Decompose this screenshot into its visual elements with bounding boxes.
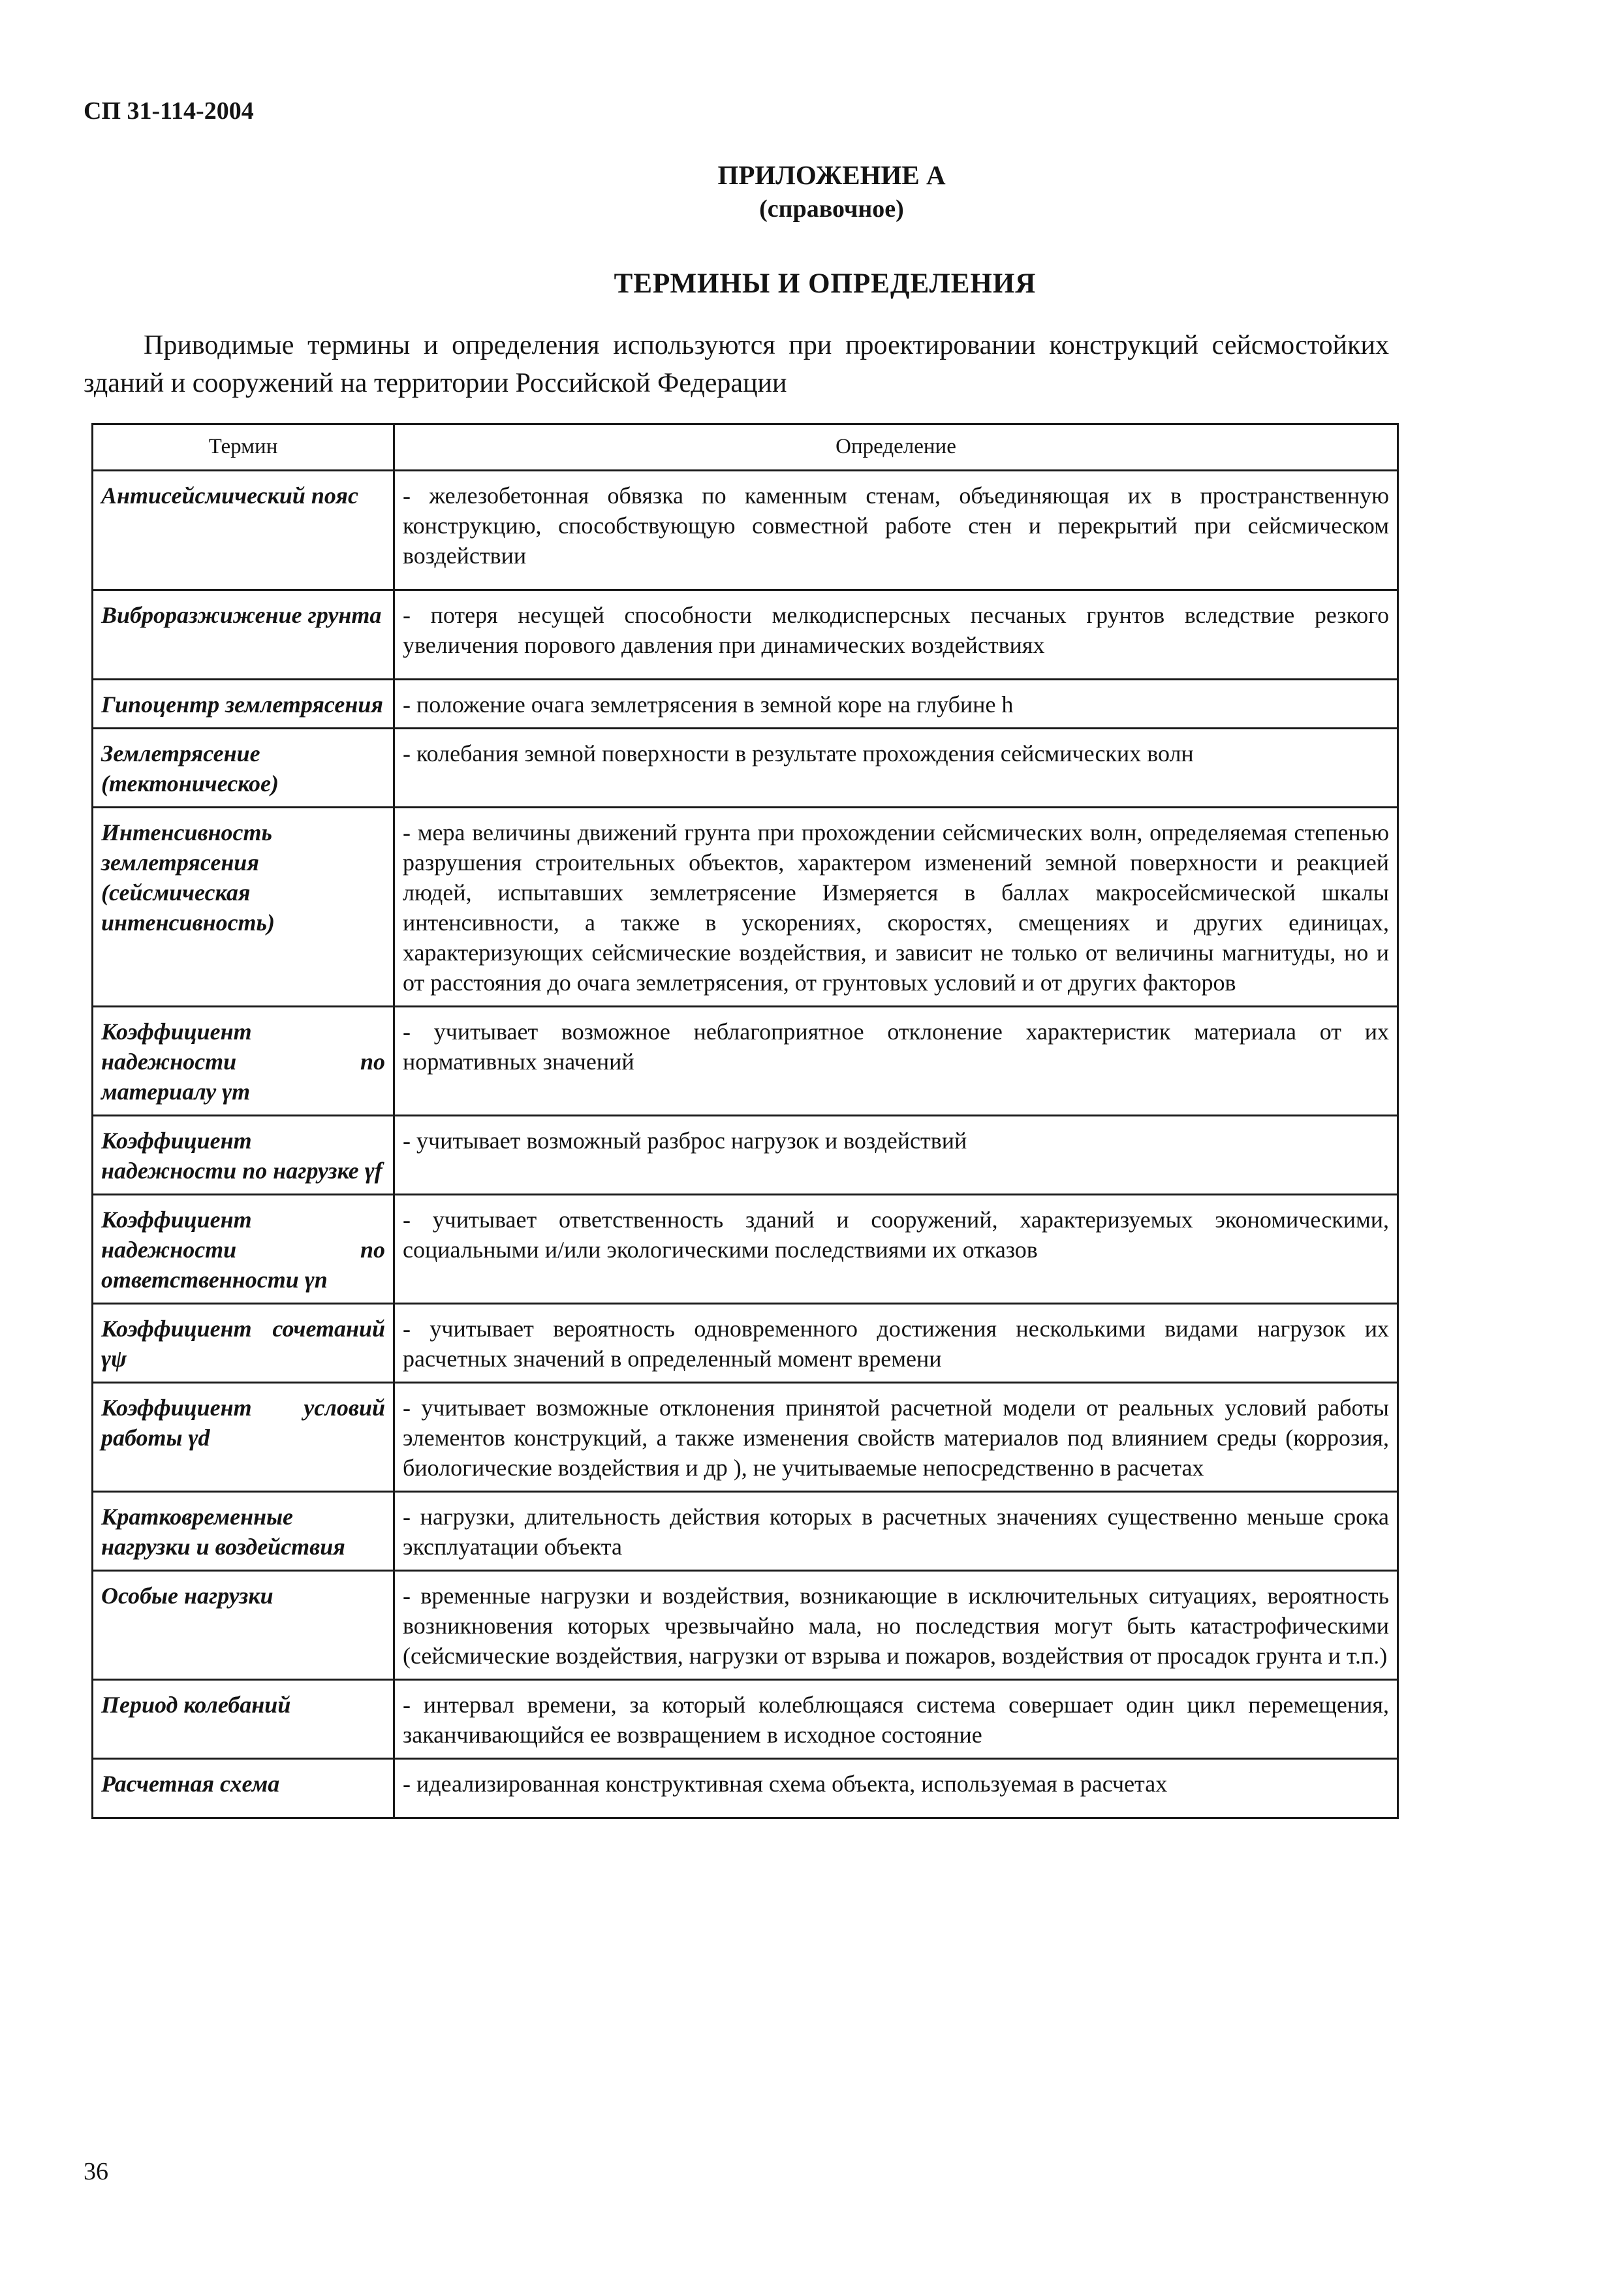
term-text: Антисейсмический пояс bbox=[101, 482, 358, 509]
table-row bbox=[93, 1304, 1398, 1383]
term-text: Коэффициент надежности по материалу γm bbox=[101, 1019, 385, 1105]
definition-cell bbox=[394, 1195, 1398, 1304]
table-row bbox=[93, 1116, 1398, 1195]
table-row bbox=[93, 1195, 1398, 1304]
definition-cell bbox=[394, 1116, 1398, 1195]
definition-text: - учитывает возможное неблагоприятное отклонение характеристик материала от их нормативных значений bbox=[403, 1019, 1389, 1075]
definition-text: - колебания земной поверхности в результате прохождения сейсмических волн bbox=[403, 740, 1194, 767]
page-number: 36 bbox=[84, 2158, 108, 2185]
table-row bbox=[93, 1383, 1398, 1492]
definition-text: - учитывает возможный разброс нагрузок и воздействий bbox=[403, 1128, 967, 1154]
column-header-definition: Определение bbox=[394, 424, 1398, 471]
definition-text: - учитывает ответственность зданий и сооружений, характеризуемых экономическими, социальными и/или экологическими последствиями их отказов bbox=[403, 1207, 1389, 1263]
term-cell bbox=[93, 1759, 394, 1818]
table-row bbox=[93, 680, 1398, 729]
term-text: Виброразжижение грунта bbox=[101, 602, 382, 628]
terms-table bbox=[91, 423, 1399, 1819]
table-row bbox=[93, 808, 1398, 1007]
document-code: СП 31-114-2004 bbox=[84, 97, 254, 125]
definition-text: - положение очага землетрясения в земной коре на глубине h bbox=[403, 691, 1014, 718]
term-cell bbox=[93, 1007, 394, 1116]
term-cell bbox=[93, 1195, 394, 1304]
term-text: Гипоцентр землетрясения bbox=[101, 691, 383, 718]
term-cell bbox=[93, 471, 394, 590]
appendix-title: ПРИЛОЖЕНИЕ А bbox=[717, 160, 946, 190]
definition-cell bbox=[394, 1007, 1398, 1116]
definition-text: - мера величины движений грунта при прохождении сейсмических волн, определяемая степенью разрушения строительных объектов, характером изменений земной поверхности и реакцией людей, испытавших землетрясение Измеряется в баллах макросейсмической шкалы интенсивности, а также в ускорениях, скоростях, смещениях и других единицах, характеризующих сейсмические воздействия, и зависит не только от величины магнитуды, но и от расстояния до очага землетрясения, от грунтовых условий и от других факторов bbox=[403, 819, 1389, 996]
term-text: Коэффициент условий работы γd bbox=[101, 1395, 385, 1451]
definition-text: - интервал времени, за который колеблющаяся система совершает один цикл перемещения, заканчивающийся ее возвращением в исходное состояние bbox=[403, 1692, 1389, 1748]
intro-paragraph: Приводимые термины и определения используются при проектировании конструкций сейсмостойких зданий и сооружений на территории Российской Федерации bbox=[84, 330, 1389, 398]
term-text: Коэффициент надежности по ответственности γn bbox=[101, 1207, 385, 1293]
column-header-term: Термин bbox=[93, 424, 394, 471]
term-cell bbox=[93, 729, 394, 808]
definition-cell bbox=[394, 471, 1398, 590]
definition-cell bbox=[394, 1759, 1398, 1818]
definition-text: - учитывает возможные отклонения принятой расчетной модели от реальных условий работы элементов конструкций, а также изменения свойств материалов под влиянием среды (коррозия, биологические воздействия и др ), не учитываемые непосредственно в расчетах bbox=[403, 1395, 1389, 1481]
table-header-row bbox=[93, 424, 1398, 471]
table-row bbox=[93, 471, 1398, 590]
term-text: Землетрясение (тектоническое) bbox=[101, 740, 279, 797]
term-text: Коэффициент надежности по нагрузке γf bbox=[101, 1128, 383, 1184]
term-cell bbox=[93, 1116, 394, 1195]
term-cell bbox=[93, 808, 394, 1007]
definition-cell bbox=[394, 1304, 1398, 1383]
term-text: Особые нагрузки bbox=[101, 1583, 273, 1609]
term-cell bbox=[93, 1304, 394, 1383]
definition-cell bbox=[394, 1383, 1398, 1492]
term-text: Коэффициент сочетаний γψ bbox=[101, 1316, 385, 1372]
term-text: Расчетная схема bbox=[101, 1771, 280, 1797]
term-text: Период колебаний bbox=[101, 1692, 291, 1718]
table-row bbox=[93, 590, 1398, 680]
definition-cell bbox=[394, 808, 1398, 1007]
definition-cell bbox=[394, 729, 1398, 808]
term-cell bbox=[93, 1383, 394, 1492]
definition-cell bbox=[394, 1571, 1398, 1680]
definition-text: - учитывает вероятность одновременного достижения несколькими видами нагрузок их расчетных значений в определенный момент времени bbox=[403, 1316, 1389, 1372]
table-row bbox=[93, 1492, 1398, 1571]
table-row bbox=[93, 1007, 1398, 1116]
definition-text: - идеализированная конструктивная схема объекта, используемая в расчетах bbox=[403, 1771, 1168, 1797]
definition-cell bbox=[394, 590, 1398, 680]
term-text: Интенсивность землетрясения (сейсмическая интенсивность) bbox=[101, 819, 275, 936]
appendix-subtitle: (справочное) bbox=[759, 195, 904, 223]
table-row bbox=[93, 1571, 1398, 1680]
term-cell bbox=[93, 1680, 394, 1759]
section-title: ТЕРМИНЫ И ОПРЕДЕЛЕНИЯ bbox=[614, 268, 1037, 299]
term-cell bbox=[93, 1571, 394, 1680]
table-row bbox=[93, 729, 1398, 808]
term-cell bbox=[93, 680, 394, 729]
definition-text: - временные нагрузки и воздействия, возникающие в исключительных ситуациях, вероятность возникновения которых чрезвычайно мала, но последствия могут быть катастрофическими (сейсмические воздействия, нагрузки от взрыва и пожаров, воздействия от просадок грунта и т.п.) bbox=[403, 1583, 1389, 1669]
definition-cell bbox=[394, 680, 1398, 729]
definition-text: - железобетонная обвязка по каменным стенам, объединяющая их в пространственную конструкцию, способствующую совместной работе стен и перекрытий при сейсмическом воздействии bbox=[403, 482, 1389, 569]
definition-cell bbox=[394, 1492, 1398, 1571]
term-cell bbox=[93, 1492, 394, 1571]
term-text: Кратковременные нагрузки и воздействия bbox=[101, 1504, 345, 1560]
definition-text: - потеря несущей способности мелкодисперсных песчаных грунтов вследствие резкого увеличения порового давления при динамических воздействиях bbox=[403, 602, 1389, 658]
table-row bbox=[93, 1759, 1398, 1818]
definition-cell bbox=[394, 1680, 1398, 1759]
table-row bbox=[93, 1680, 1398, 1759]
definition-text: - нагрузки, длительность действия которых в расчетных значениях существенно меньше срока эксплуатации объекта bbox=[403, 1504, 1389, 1560]
term-cell bbox=[93, 590, 394, 680]
